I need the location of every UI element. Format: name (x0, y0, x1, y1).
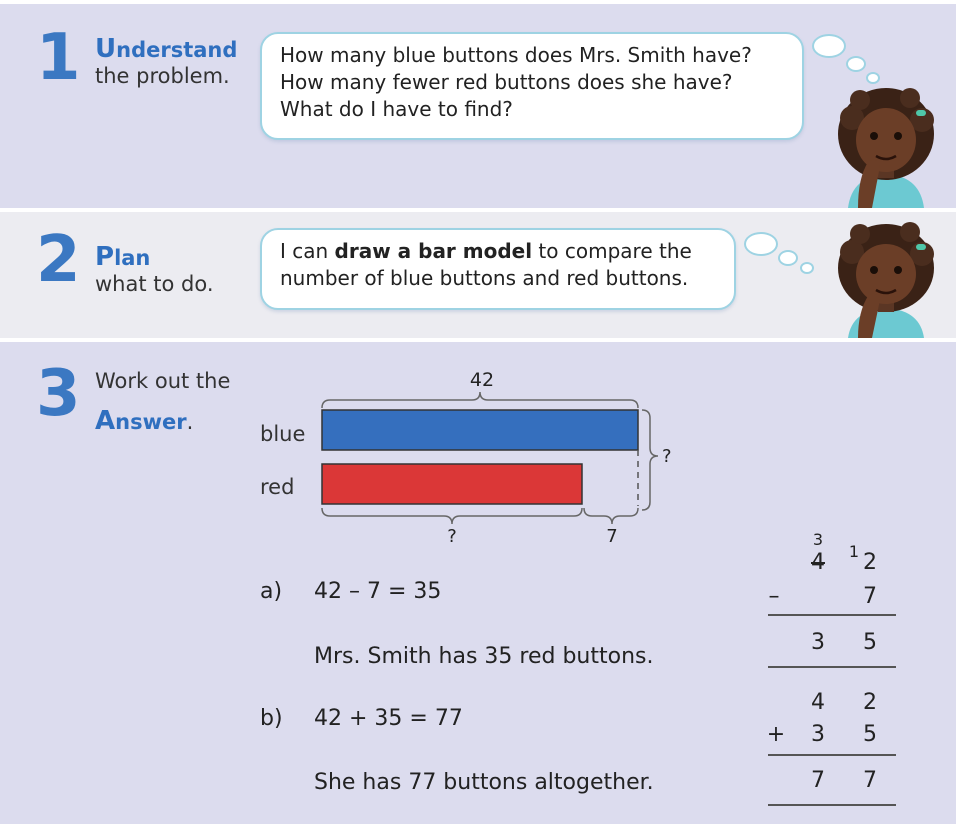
red-bottom-brace (322, 508, 582, 524)
add-result-ones: 7 (863, 768, 877, 793)
sub-ones: 2 (863, 550, 877, 575)
thinking-girl-illustration-2 (830, 218, 942, 338)
add-mid-tens: 3 (811, 722, 825, 747)
thought-dot-medium (846, 56, 866, 72)
step-1-question-3: What do I have to find? (280, 97, 513, 121)
step-1-title-cap: U (95, 34, 117, 64)
answer-b-equation: 42 + 35 = 77 (314, 706, 463, 731)
top-brace (322, 392, 638, 408)
sub-regroup-ones-small: 1 (848, 542, 860, 561)
red-unknown-label: ? (447, 526, 457, 547)
difference-bottom-brace (584, 508, 638, 524)
add-top-ones: 2 (863, 690, 877, 715)
sub-subtrahend-ones: 7 (863, 584, 877, 609)
sub-line-1 (768, 614, 896, 616)
step-1-number: 1 (36, 21, 81, 95)
step-2-number: 2 (36, 223, 81, 297)
answer-a-equation: 42 – 7 = 35 (314, 579, 442, 604)
answer-b-sentence: She has 77 buttons altogether. (314, 770, 654, 795)
bar-model-diagram (300, 360, 700, 550)
step-2-subtitle: what to do. (95, 272, 214, 296)
right-brace (642, 410, 658, 510)
blue-bar-label: blue (260, 422, 306, 446)
sub-line-2 (768, 666, 896, 668)
step-2-line-1-post: to compare the (532, 239, 692, 263)
answer-a-sentence: Mrs. Smith has 35 red buttons. (314, 644, 654, 669)
add-top-tens: 4 (811, 690, 825, 715)
thought-dot-small-2 (800, 262, 814, 274)
step-2-title-cap: P (95, 242, 115, 272)
step-2-line-2: number of blue buttons and red buttons. (280, 266, 689, 290)
step-2-thought-bubble (260, 228, 736, 310)
step-1-subtitle: the problem. (95, 64, 230, 88)
step-2-title-rest: lan (114, 246, 151, 270)
answer-b-label: b) (260, 706, 283, 731)
sub-result-ones: 5 (863, 630, 877, 655)
red-bar-label: red (260, 475, 295, 499)
add-line-2 (768, 804, 896, 806)
thinking-girl-illustration (830, 82, 942, 208)
top-total-label: 42 (469, 369, 495, 391)
add-operator: + (766, 722, 786, 747)
thought-dot-large (812, 34, 846, 58)
step-3-title-end: . (186, 410, 194, 434)
sub-regroup-tens: 3 (812, 530, 824, 549)
step-3-title-line-1: Work out the (95, 369, 231, 393)
red-bar (322, 464, 582, 504)
add-result-tens: 7 (811, 768, 825, 793)
step-1-question-1: How many blue buttons does Mrs. Smith have? (280, 43, 752, 67)
step-1-question-2: How many fewer red buttons does she have? (280, 70, 733, 94)
side-unknown-label: ? (662, 446, 672, 467)
sub-operator: – (768, 584, 780, 609)
add-mid-ones: 5 (863, 722, 877, 747)
step-2-line-1-pre: I can (280, 239, 335, 263)
step-3-title-rest: nswer (115, 410, 187, 434)
step-2-bold-phrase: draw a bar model (334, 239, 533, 263)
sub-result-tens: 3 (811, 630, 825, 655)
step-3-title-cap: A (95, 406, 116, 436)
step-3-number: 3 (36, 357, 81, 431)
sub-struck-tens: 4 (811, 550, 825, 575)
answer-a-label: a) (260, 579, 283, 604)
add-line-1 (768, 754, 896, 756)
step-1-title-rest: nderstand (116, 38, 238, 62)
step-1-title (95, 36, 237, 89)
thought-dot-medium-2 (778, 250, 798, 266)
step-2-title (95, 244, 214, 297)
step-1-thought-bubble (260, 32, 804, 140)
step-3-title (95, 368, 230, 435)
step-2-line-1 (280, 238, 716, 265)
blue-bar (322, 410, 638, 450)
difference-label: 7 (606, 526, 618, 547)
thought-dot-large-2 (744, 232, 778, 256)
